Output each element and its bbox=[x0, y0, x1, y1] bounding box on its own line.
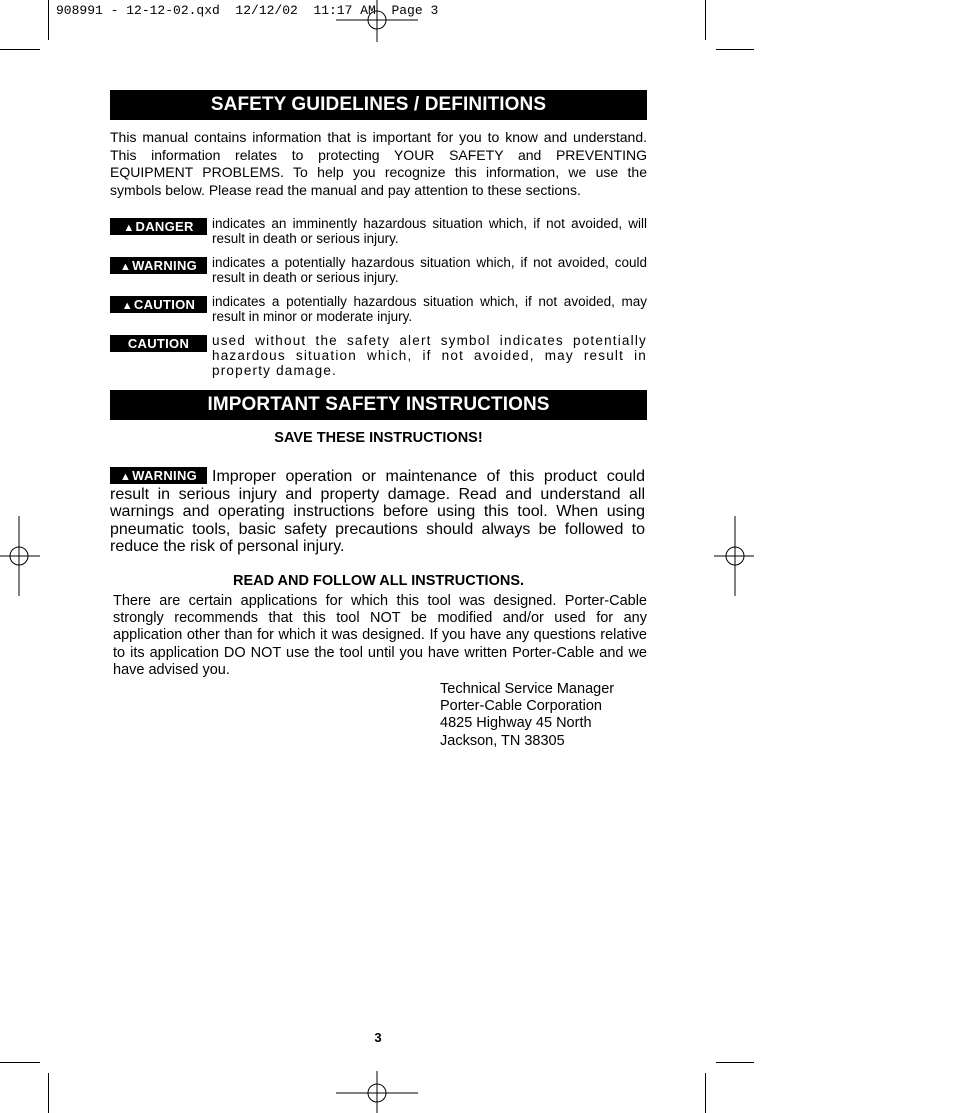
crop-mark bbox=[48, 0, 49, 40]
alert-triangle-icon: ▲ bbox=[123, 222, 135, 234]
address-line: Jackson, TN 38305 bbox=[440, 732, 565, 749]
caution-badge bbox=[110, 335, 207, 352]
crop-mark bbox=[705, 0, 706, 40]
alert-triangle-icon: ▲ bbox=[121, 300, 133, 312]
badge-label: DANGER bbox=[135, 219, 194, 234]
page-number: 3 bbox=[374, 1030, 382, 1045]
address-line: Technical Service Manager bbox=[440, 680, 615, 697]
definition-warning bbox=[110, 255, 647, 285]
signal-word-definitions bbox=[110, 216, 647, 378]
definition-caution bbox=[110, 294, 647, 324]
crop-mark bbox=[716, 1062, 754, 1063]
badge-label: WARNING bbox=[132, 468, 198, 483]
read-follow-heading: READ AND FOLLOW ALL INSTRUCTIONS. bbox=[232, 572, 525, 589]
registration-mark-icon bbox=[0, 516, 40, 596]
crop-mark bbox=[716, 49, 754, 50]
warning-badge bbox=[110, 257, 207, 274]
page-content bbox=[110, 90, 647, 750]
registration-mark-icon bbox=[336, 0, 418, 42]
address-line: Porter-Cable Corporation bbox=[440, 697, 602, 714]
warning-badge bbox=[110, 467, 207, 484]
crop-mark bbox=[48, 1073, 49, 1113]
alert-triangle-icon: ▲ bbox=[119, 261, 132, 273]
definition-text: indicates a potentially hazardous situation which, if not avoided, may result in minor or moderate injury. bbox=[212, 294, 647, 324]
crop-mark bbox=[0, 1062, 40, 1063]
crop-mark bbox=[0, 49, 40, 50]
badge-label: CAUTION bbox=[133, 297, 196, 312]
warning-text: Improper operation or maintenance of this product could result in serious injury and property damage. Read and understand all warnings and operating instructions before using this tool. When using pneumatic tools, basic safety precautions should always be followed to reduce the risk of personal injury. bbox=[110, 468, 645, 555]
badge-label: WARNING bbox=[132, 258, 198, 273]
caution-badge bbox=[110, 296, 207, 313]
definition-text: indicates an imminently hazardous situation which, if not avoided, will result in death or serious injury. bbox=[212, 216, 647, 246]
crop-mark bbox=[705, 1073, 706, 1113]
definition-text: used without the safety alert symbol indicates potentially hazardous situation which, if not avoided, may result in property damage. bbox=[212, 333, 647, 378]
service-address bbox=[440, 681, 647, 751]
badge-label: CAUTION bbox=[127, 336, 190, 351]
intro-paragraph: This manual contains information that is important for you to know and understand. This information relates to protecting YOUR SAFETY and PREVENTING EQUIPMENT PROBLEMS. To help you recognize this information, we use the symbols below. Please read the manual and pay attention to these sections. bbox=[110, 129, 647, 198]
save-instructions-heading: SAVE THESE INSTRUCTIONS! bbox=[274, 430, 483, 446]
section-title-safety-guidelines: SAFETY GUIDELINES / DEFINITIONS bbox=[110, 90, 647, 120]
applications-paragraph: There are certain applications for which this tool was designed. Porter-Cable strongly recommends that this tool NOT be modified and/or used for any application other than for which it was designed. If you have any questions relative to its application DO NOT use the tool until you have written Porter-Cable and we have advised you. bbox=[113, 592, 647, 679]
definition-caution-no-symbol bbox=[110, 333, 647, 378]
print-slug: 908991 - 12-12-02.qxd 12/12/02 11:17 AM Page 3 bbox=[56, 3, 439, 18]
registration-mark-icon bbox=[336, 1071, 418, 1113]
warning-paragraph bbox=[110, 467, 647, 556]
alert-triangle-icon: ▲ bbox=[119, 471, 132, 483]
section-title-important-safety: IMPORTANT SAFETY INSTRUCTIONS bbox=[110, 390, 647, 420]
definition-danger bbox=[110, 216, 647, 246]
danger-badge bbox=[110, 218, 207, 235]
address-line: 4825 Highway 45 North bbox=[440, 715, 592, 732]
registration-mark-icon bbox=[714, 516, 754, 596]
definition-text: indicates a potentially hazardous situation which, if not avoided, could result in death or serious injury. bbox=[212, 255, 647, 285]
